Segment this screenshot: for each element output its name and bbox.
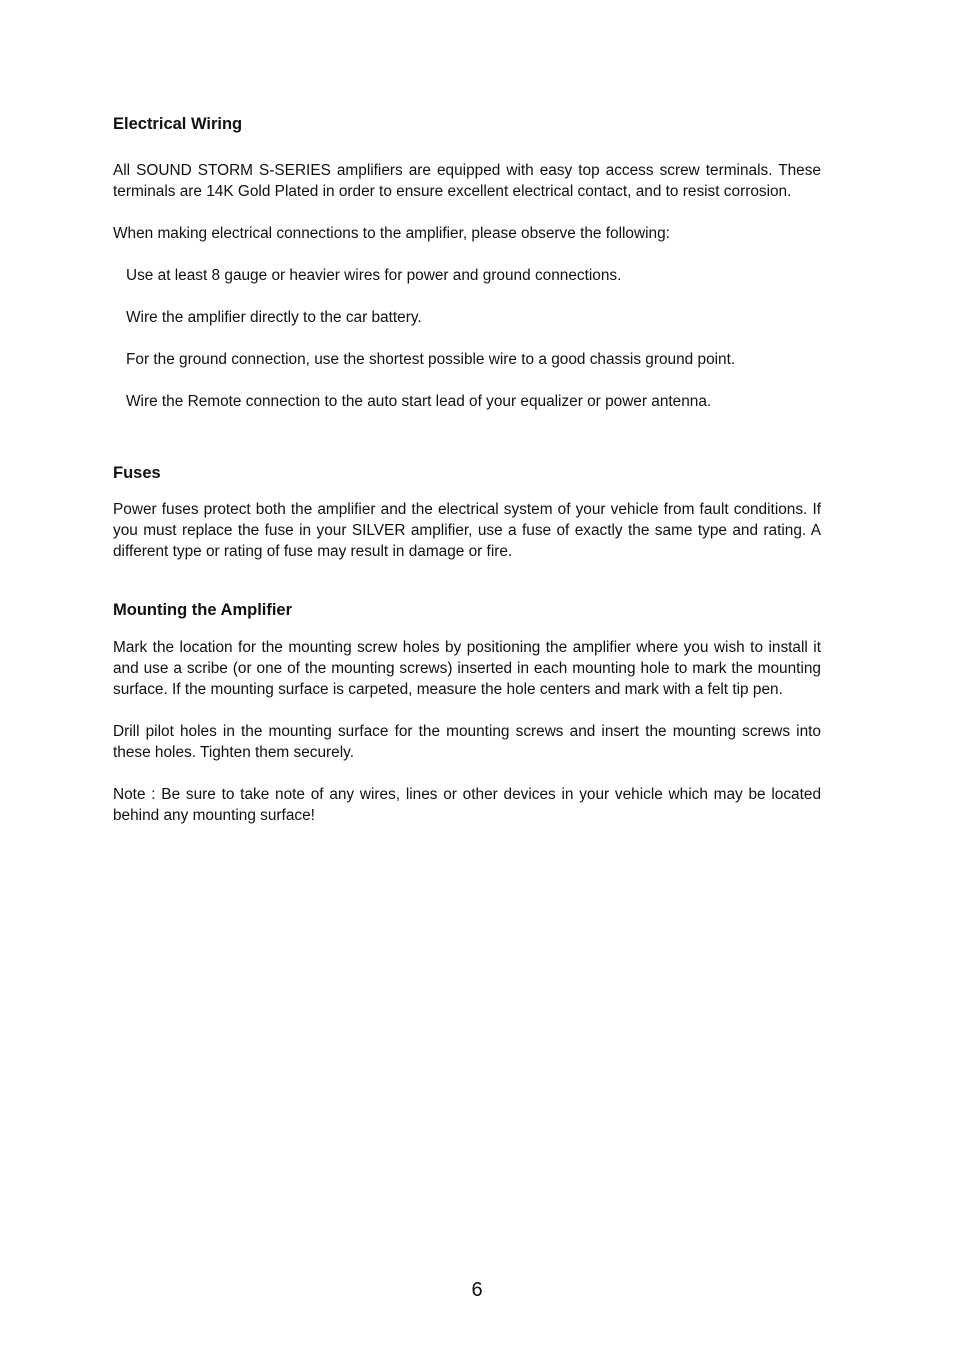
section-heading-electrical-wiring: Electrical Wiring [113, 115, 243, 133]
page-number: 6 [471, 1279, 483, 1301]
mounting-paragraph-note: Note : Be sure to take note of any wires, lines or other devices in your vehicle which may be located behind any mounting surface! [113, 786, 821, 824]
wiring-item-battery: Wire the amplifier directly to the car battery. [126, 309, 422, 326]
section-heading-mounting: Mounting the Amplifier [113, 601, 293, 619]
mounting-paragraph-drilling: Drill pilot holes in the mounting surface for the mounting screws and insert the mounting screws into these holes. Tighten them securely. [113, 723, 821, 761]
page-content [113, 113, 821, 826]
wiring-item-gauge: Use at least 8 gauge or heavier wires for power and ground connections. [126, 267, 622, 284]
fuses-paragraph: Power fuses protect both the amplifier and the electrical system of your vehicle from fault conditions. If you must replace the fuse in your SILVER amplifier, use a fuse of exactly the same type and rating. A different type or rating of fuse may result in damage or fire. [113, 501, 821, 560]
mounting-paragraph-marking: Mark the location for the mounting screw holes by positioning the amplifier where you wish to install it and use a scribe (or one of the mounting screws) inserted in each mounting hole to mark the mounting surface. If the mounting surface is carpeted, measure the hole centers and mark with a felt tip pen. [113, 639, 821, 698]
wiring-lead-paragraph: When making electrical connections to the amplifier, please observe the following: [113, 225, 670, 242]
section-heading-fuses: Fuses [113, 464, 161, 482]
wiring-intro-paragraph: All SOUND STORM S-SERIES amplifiers are equipped with easy top access screw terminals. These terminals are 14K Gold Plated in order to ensure excellent electrical contact, and to resist corrosion. [113, 162, 821, 200]
wiring-item-remote: Wire the Remote connection to the auto start lead of your equalizer or power antenna. [126, 393, 712, 410]
wiring-item-ground: For the ground connection, use the shortest possible wire to a good chassis ground point. [126, 351, 736, 368]
